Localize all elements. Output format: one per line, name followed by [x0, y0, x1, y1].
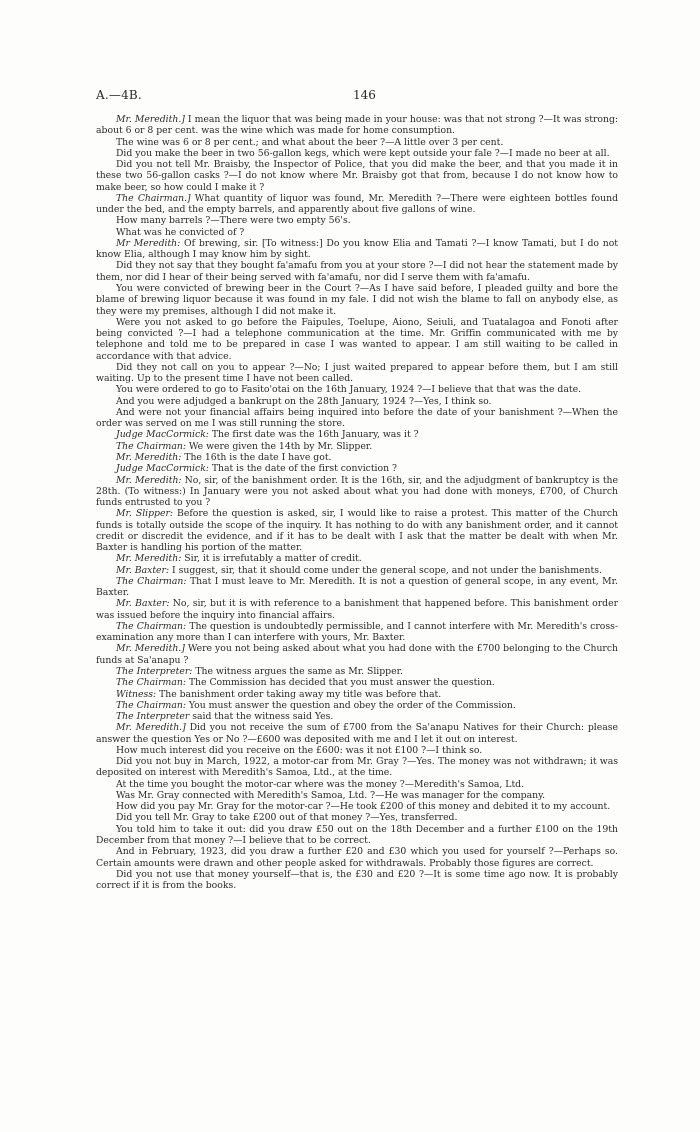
transcript-paragraph [96, 711, 618, 722]
speaker-label: The Interpreter [116, 711, 190, 723]
speaker-label: The Chairman: [116, 440, 186, 452]
transcript-paragraph [96, 756, 618, 779]
transcript-paragraph [96, 384, 618, 395]
transcript-paragraph [96, 215, 618, 226]
transcript-paragraph [96, 700, 618, 711]
paragraph-text: How much interest did you receive on the £600: was it not £100 ?—I think so. [116, 744, 483, 756]
paragraph-text: The witness argues the same as Mr. Slipper. [192, 666, 403, 678]
paragraph-text: We were given the 14th by Mr. Slipper. [185, 440, 373, 452]
paragraph-text: The question is undoubtedly permissible, and I cannot interfere with Mr. Meredith's cross-examination any more than I can interfere with yours, Mr. Baxter. [96, 620, 618, 644]
speaker-label: The Interpreter: [116, 666, 193, 678]
paragraph-text: And in February, 1923, did you draw a further £20 and £30 which you used for yourself ?—Perhaps so. Certain amounts were drawn and other people asked for withdrawals. Probably those figures are correct. [96, 846, 618, 869]
paragraph-text: You were convicted of brewing beer in the Court ?—As I have said before, I pleaded guilty and bore the blame of brewing liquor because it was found in my fale. I did not wish the blame to fall on anybody else, as they were my premises, although I did not make it. [96, 282, 618, 317]
speaker-label: Mr. Meredith: [116, 553, 182, 565]
transcript-paragraph [96, 114, 618, 137]
paragraph-text: Was Mr. Gray connected with Meredith's Samoa, Ltd. ?—He was manager for the company. [116, 789, 546, 801]
transcript-paragraph [96, 666, 618, 677]
speaker-label: Judge MacCormick: [116, 429, 209, 441]
transcript-paragraph [96, 396, 618, 407]
transcript-paragraph [96, 565, 618, 576]
paragraph-text: You must answer the question and obey the order of the Commission. [185, 699, 516, 711]
transcript-paragraph [96, 317, 618, 362]
paragraph-text: That is the date of the first conviction ? [208, 463, 397, 475]
paragraph-text: You told him to take it out: did you draw £50 out on the 18th December and a further £100 on the 19th December from that money ?—I believe that to be correct. [96, 823, 618, 846]
transcript-paragraph [96, 441, 618, 452]
paragraph-text: Did you not use that money yourself—that is, the £30 and £20 ?—It is some time ago now. It is probably correct if it is from the books. [96, 868, 618, 892]
transcript-paragraph [96, 869, 618, 892]
paragraph-text: Were you not being asked about what you had done with the £700 belonging to the Church funds at Sa'anapu ? [96, 643, 618, 666]
paragraph-text: The Commission has decided that you must answer the question. [185, 677, 495, 689]
paragraph-text: I mean the liquor that was being made in your house: was that not strong ?—It was strong: about 6 or 8 per cent. was the wine which was made for home consumption. [96, 114, 618, 137]
paragraph-text: The 16th is the date I have got. [181, 451, 332, 463]
speaker-label: Mr. Meredith: [116, 451, 182, 463]
transcript-paragraph [96, 722, 618, 745]
paragraph-text: What was he convicted of ? [116, 226, 245, 238]
transcript-paragraph [96, 362, 618, 385]
paragraph-text: said that the witness said Yes. [189, 711, 334, 723]
paragraph-text: Were you not asked to go before the Faipules, Toelupe, Aiono, Seiuli, and Tuatalagoa and Fonoti after being convicted ?—I had a telephone communication at the time. Mr. Griffin communicated with me by telephone and told me to be prepared in case I was wanted to appear. I am still waiting to be called in accordance with that advice. [96, 316, 618, 362]
transcript-paragraph [96, 475, 618, 509]
transcript-paragraph [96, 689, 618, 700]
transcript-paragraph [96, 790, 618, 801]
paragraph-text: That I must leave to Mr. Meredith. It is not a question of general scope, in any event, Mr. Baxter. [96, 575, 618, 599]
paragraph-text: Did you make the beer in two 56-gallon kegs, which were kept outside your fale ?—I made no beer at all. [116, 147, 610, 159]
speaker-label: Mr. Meredith.] [116, 643, 185, 655]
transcript-paragraph [96, 283, 618, 317]
paragraph-text: Did you tell Mr. Gray to take £200 out of that money ?—Yes, transferred. [116, 812, 458, 824]
paragraph-text: And you were adjudged a bankrupt on the 28th January, 1924 ?—Yes, I think so. [116, 395, 492, 407]
speaker-label: Witness: [116, 688, 157, 700]
transcript-paragraph [96, 846, 618, 869]
paragraph-text: Of brewing, sir. [To witness:] Do you know Elia and Tamati ?—I know Tamati, but I do not know Elia, although I may know him by sight. [96, 237, 618, 261]
paragraph-text: And were not your financial affairs being inquired into before the date of your banishment ?—When the order was served on me I was still running the store. [96, 406, 618, 430]
transcript-paragraph [96, 508, 618, 553]
paragraph-text: How did you pay Mr. Gray for the motor-car ?—He took £200 of this money and debited it to my account. [116, 801, 611, 813]
transcript-paragraph [96, 576, 618, 599]
paragraph-text: I suggest, sir, that it should come under the general scope, and not under the banishments. [169, 564, 602, 576]
paragraph-text: Did they not call on you to appear ?—No; I just waited prepared to appear before them, but I am still waiting. Up to the present time I have not been called. [96, 361, 618, 385]
transcript-paragraph [96, 824, 618, 847]
paragraph-text: Did they not say that they bought fa'amafu from you at your store ?—I did not hear the statement made by them, nor did I hear of their being served with fa'amafu, nor did I serve them with fa'amafu. [96, 260, 618, 283]
paragraph-text: No, sir, of the banishment order. It is the 16th, sir, and the adjudgment of bankruptcy is the 28th. (To witness:) In January were you not asked about what you had done with moneys, £700, of Church funds entrusted to you ? [96, 474, 618, 509]
speaker-label: The Chairman: [116, 620, 187, 632]
paragraph-text: At the time you bought the motor-car where was the money ?—Meredith's Samoa, Ltd. [116, 778, 525, 790]
transcript-paragraph [96, 463, 618, 474]
transcript-paragraph [96, 801, 618, 812]
transcript-paragraph [96, 429, 618, 440]
transcript-paragraph [96, 260, 618, 283]
document-reference: A.—4B. [96, 88, 142, 102]
transcript-body [96, 114, 618, 891]
paragraph-text: Did you not tell Mr. Braisby, the Inspector of Police, that you did make the beer, and that you made it in these two 56-gallon casks ?—I do not know where Mr. Braisby got that from, because I do not know how to make beer, so how could I make it ? [96, 159, 618, 193]
speaker-label: Mr. Meredith.] [116, 114, 185, 125]
transcript-paragraph [96, 148, 618, 159]
paragraph-text: The wine was 6 or 8 per cent.; and what about the beer ?—A little over 3 per cent. [116, 136, 504, 148]
page-number: 146 [353, 88, 376, 102]
transcript-paragraph [96, 407, 618, 430]
transcript-paragraph [96, 779, 618, 790]
paragraph-text: Did you not receive the sum of £700 from the Sa'anapu Natives for their Church: please answer the question Yes or No ?—£600 was deposited with me and I let it out on interest. [96, 722, 618, 745]
speaker-label: Mr. Meredith: [116, 474, 182, 486]
speaker-label: The Chairman: [116, 699, 186, 711]
transcript-paragraph [96, 137, 618, 148]
speaker-label: Mr. Baxter: [116, 564, 170, 576]
transcript-paragraph [96, 227, 618, 238]
speaker-label: Mr. Slipper: [116, 508, 174, 520]
speaker-label: The Chairman.] [116, 192, 191, 204]
paragraph-text: You were ordered to go to Fasito'otai on the 16th January, 1924 ?—I believe that that was the date. [116, 384, 582, 396]
paragraph-text: No, sir, but it is with reference to a banishment that happened before. This banishment order was issued before the inquiry into financial affairs. [96, 598, 618, 621]
speaker-label: Judge MacCormick: [116, 463, 209, 475]
paragraph-text: Before the question is asked, sir, I would like to raise a protest. This matter of the Church funds is totally outside the scope of the inquiry. It has nothing to do with any banishment order, and it cannot credit or discredit the evidence, and if it has to be dealt with I ask that the matter be dealt with when Mr. Baxter is handling his portion of the matter. [96, 508, 618, 554]
speaker-label: The Chairman: [116, 575, 187, 587]
page-header [96, 88, 618, 104]
paragraph-text: How many barrels ?—There were two empty 56's. [116, 215, 351, 227]
paragraph-text: The banishment order taking away my title was before that. [156, 688, 442, 700]
paragraph-text: Sir, it is irrefutably a matter of credit. [181, 553, 362, 565]
transcript-paragraph [96, 677, 618, 688]
transcript-paragraph [96, 238, 618, 261]
transcript-paragraph [96, 812, 618, 823]
speaker-label: The Chairman: [116, 677, 186, 689]
transcript-paragraph [96, 745, 618, 756]
paragraph-text: The first date was the 16th January, was it ? [208, 429, 419, 441]
speaker-label: Mr. Meredith.] [116, 722, 186, 734]
transcript-paragraph [96, 193, 618, 216]
transcript-paragraph [96, 643, 618, 666]
speaker-label: Mr Meredith: [116, 237, 181, 249]
transcript-paragraph [96, 598, 618, 621]
transcript-paragraph [96, 553, 618, 564]
transcript-paragraph [96, 452, 618, 463]
transcript-paragraph [96, 159, 618, 193]
transcript-paragraph [96, 621, 618, 644]
paragraph-text: Did you not buy in March, 1922, a motor-car from Mr. Gray ?—Yes. The money was not withdrawn; it was deposited on interest with Meredith's Samoa, Ltd., at the time. [96, 756, 618, 779]
speaker-label: Mr. Baxter: [116, 598, 170, 610]
paragraph-text: What quantity of liquor was found, Mr. Meredith ?—There were eighteen bottles found under the bed, and the empty barrels, and apparently about five gallons of wine. [96, 192, 618, 216]
